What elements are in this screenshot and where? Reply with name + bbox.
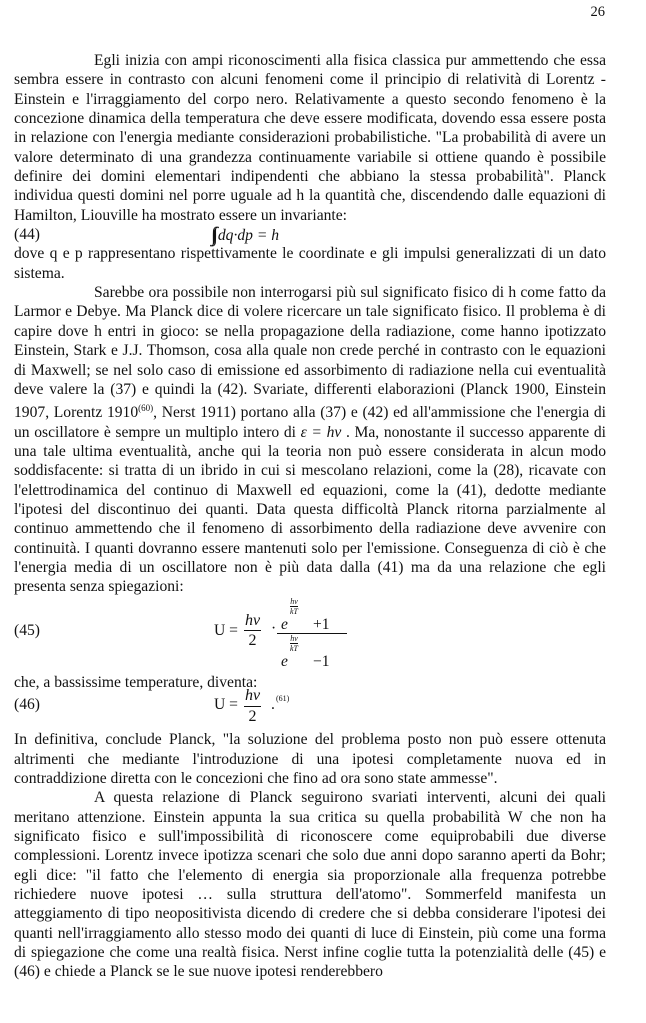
exp-exponent — [290, 634, 298, 653]
equation-number: (44) — [14, 226, 40, 244]
paragraph-3 — [14, 283, 606, 597]
minus-one: −1 — [313, 652, 330, 670]
exp-exponent — [290, 597, 298, 616]
equation-lhs: U = — [214, 621, 238, 639]
fraction-numerator: hν — [244, 686, 261, 706]
equation-45 — [14, 597, 606, 673]
exp-base: e — [281, 615, 288, 633]
paragraph-4: che, a bassissime temperature, diventa: — [14, 673, 258, 691]
coefficient-fraction — [244, 611, 261, 651]
plus-one: +1 — [313, 615, 330, 633]
multiply-dot: · — [271, 619, 277, 637]
page-number: 26 — [590, 4, 605, 20]
exponent-denominator: kT — [290, 606, 298, 616]
exp-denominator — [277, 634, 347, 670]
footnote-ref: (60) — [138, 403, 154, 414]
integral-body: dq·dp = h — [217, 227, 280, 245]
exp-numerator — [277, 597, 347, 634]
equation-number: (45) — [14, 621, 40, 639]
paragraph-3-text-c: . Ma, nonostante il successo apparente di una tale ultima eventualità, anche qui la teoria non può essere considerata in alcun modo soddisfacente: si tratta di un ibrido in cui si mescolano relazioni, come la (28), ricavate con l'elettrodinamica del continuo di Maxwell ed equazioni, come la (41), dedotte mediante l'ipotesi del discontinuo dei quanti. Data questa difficoltà Planck ritorna parzialmente al continuo ammettendo che il fenomeno di assorbimento della radiazione deve avvenire con continuità. I quanti dovranno essere mantenuti solo per l'emissione. Conseguenza di ciò è che l'energia media di un oscillatore non è più data dalla (41) ma da una relazione che egli presenta senza spiegazioni: — [14, 423, 606, 596]
paragraph-6: A questa relazione di Planck seguirono svariati interventi, alcuni dei quali meritano attenzione. Einstein appunta la sua critica su quella probabilità W che non ha significato fisico e sull'impossibilità di riconoscere come equiprobabili due diverse complessioni. Lorentz invece ipotizza scenari che solo due anni dopo saranno aperti da Bohr; egli dice: "il fatto che l'elemento di energia sia proporzionale alla frequenza potrebbe richiedere nuove ipotesi … sulla struttura dell'atomo". Sommerfeld manifesta un atteggiamento di tipo neopositivista dicendo di credere che si debba considerare l'ipotesi dei quanti nell'irraggiamento allo stesso modo dei quanti di luce di Einstein, più come una forma di spiegazione che come una realtà fisica. Nerst infine coglie tutta la potenzialità delle (45) e (46) e chiede a Planck se le sue nuove ipotesi renderebbero — [14, 789, 606, 981]
footnote-ref: (61) — [276, 694, 290, 704]
paragraph-3-text-a: Sarebbe ora possibile non interrogarsi più sul significato fisico di h come fatto da Larmor e Debye. Ma Planck dice di volere ricercare un tale significato fisico. Il problema è di capire dove h entri in gioco: se nella propagazione della radiazione, come hanno ipotizzato Einstein, Stark e J.J. Thomson, cosa alla quale non crede perché in contrasto con le equazioni di Maxwell; se nel solo caso di emissione ed assorbimento di radiazione nella cui eventualità deve valere la (37) e quindi la (42). Svariate, differenti elaborazioni (Planck 1900, Einstein 1907, Lorentz 1910 — [14, 284, 606, 422]
exp-base: e — [281, 652, 288, 670]
double-integral-symbol: ∫∫ — [211, 224, 214, 247]
paragraph-3-text-b: , Nerst 1911) portano alla (37) e (42) ed all'ammissione che l'energia di un oscillatore è sempre un multiplo intero di — [14, 404, 606, 441]
equation-lhs: U = — [214, 696, 238, 714]
coefficient-fraction — [244, 686, 261, 726]
period: . — [271, 696, 275, 714]
fraction-numerator: hν — [244, 611, 261, 631]
fraction-denominator: 2 — [248, 632, 257, 650]
equation-number: (46) — [14, 696, 40, 714]
equation-formula — [211, 225, 279, 245]
exponent-numerator: hν — [290, 633, 298, 643]
equation-44 — [14, 224, 606, 247]
paragraph-1: Egli inizia con ampi riconoscimenti alla fisica classica pur ammettendo che essa sembra essere in contrasto con alcuni fenomeni come il principio di relatività di Lorentz - Einstein e l'irraggiamento del corpo nero. Relativamente a questo secondo fenomeno è la concezione dinamica della temperatura che deve essere modificata, dovendo essa essere posta in relazione con l'energia mediante considerazioni probabilistiche. "La probabilità di avere un valore determinato di una grandezza continuamente variabile si ottiene quando è possibile definire dei domini elementari indipendenti che abbiano la stessa probabilità". Planck individua questi domini nel porre uguale ad h la quantità che, discendendo dalle equazioni di Hamilton, Liouville ha mostrato essere un invariante: — [14, 52, 606, 224]
exponent-numerator: hν — [290, 596, 298, 606]
exponent-denominator: kT — [290, 643, 298, 653]
inline-formula: ε = hν — [300, 423, 342, 441]
fraction-denominator: 2 — [248, 707, 257, 725]
paragraph-2: dove q e p rappresentano rispettivamente le coordinate e gli impulsi generalizzati di un dato sistema. — [14, 245, 606, 282]
document-body — [14, 51, 606, 982]
equation-46 — [14, 687, 606, 730]
exponential-fraction — [277, 597, 347, 670]
paragraph-5: In definitiva, conclude Planck, "la soluzione del problema posto non può essere ottenuta altrimenti che mediante l'introduzione di una ipotesi completamente nuova ed in contraddizione diretta con le concezioni che fino ad ora sono state ammesse". — [14, 731, 606, 787]
